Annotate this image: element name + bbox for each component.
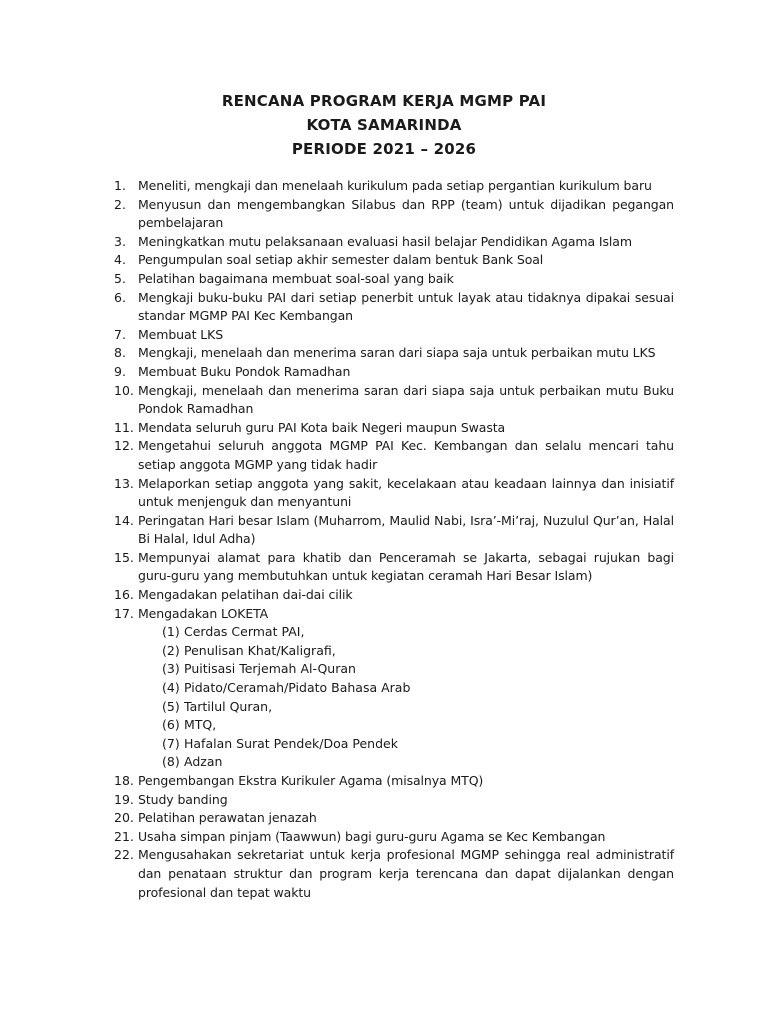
sub-item-text: Hafalan Surat Pendek/Doa Pendek <box>184 735 398 751</box>
item-number: 22. <box>114 847 134 863</box>
item-number: 14. <box>114 512 134 528</box>
sub-item-number: (4) <box>162 680 180 696</box>
item-text: Melaporkan setiap anggota yang sakit, kecelakaan atau keadaan lainnya dan inisiatif untuk menjenguk dan menyantuni <box>138 475 674 510</box>
sub-list-item <box>162 679 674 698</box>
item-number: 10. <box>114 382 134 398</box>
item-number: 15. <box>114 549 134 565</box>
item-number: 18. <box>114 773 134 788</box>
item-number: 8. <box>114 345 126 361</box>
item-text: Mengadakan LOKETA <box>138 605 269 621</box>
list-item <box>114 177 674 196</box>
sub-list-item <box>162 753 674 772</box>
document-title <box>0 89 768 161</box>
sub-item-text: Adzan <box>184 754 223 770</box>
item-number: 13. <box>114 475 134 491</box>
loketa-sublist <box>138 623 674 772</box>
list-item <box>114 586 674 605</box>
sub-item-number: (2) <box>162 642 180 658</box>
item-text: Mengkaji buku-buku PAI dari setiap penerbit untuk layak atau tidaknya dipakai sesuai standar MGMP PAI Kec Kembangan <box>138 289 674 324</box>
sub-item-text: Puitisasi Terjemah Al-Quran <box>184 661 356 677</box>
item-text: Menyusun dan mengembangkan Silabus dan RPP (team) untuk dijadikan pegangan pembelajaran <box>138 196 674 231</box>
item-text: Peringatan Hari besar Islam (Muharrom, Maulid Nabi, Isra’-Mi’raj, Nuzulul Qur’an, Halal Bi Halal, Idul Adha) <box>138 512 674 547</box>
sub-item-text: MTQ, <box>184 717 217 733</box>
item-text: Pengumpulan soal setiap akhir semester dalam bentuk Bank Soal <box>138 252 544 268</box>
sub-list-item <box>162 623 674 642</box>
item-text: Mengkaji, menelaah dan menerima saran dari siapa saja untuk perbaikan mutu Buku Pondok Ramadhan <box>138 382 674 417</box>
item-text: Mengusahakan sekretariat untuk kerja profesional MGMP sehingga real administratif dan penataan struktur dan program kerja terencana dan dapat dijalankan dengan profesional dan tepat waktu <box>138 847 674 900</box>
list-item <box>114 270 674 289</box>
list-item <box>114 233 674 252</box>
sub-item-text: Penulisan Khat/Kaligrafi, <box>184 642 336 658</box>
item-number: 17. <box>114 605 134 621</box>
list-item <box>114 326 674 345</box>
sub-list-item <box>162 698 674 717</box>
item-text: Pelatihan perawatan jenazah <box>138 810 317 826</box>
item-number: 11. <box>114 419 134 435</box>
sub-list-item <box>162 642 674 661</box>
item-number: 12. <box>114 438 134 454</box>
item-number: 1. <box>114 178 126 193</box>
sub-list-item <box>162 735 674 754</box>
program-list <box>114 177 674 902</box>
item-text: Meneliti, mengkaji dan menelaah kurikulum pada setiap pergantian kurikulum baru <box>138 178 652 193</box>
list-item <box>114 196 674 233</box>
item-text: Study banding <box>138 791 228 807</box>
item-number: 16. <box>114 587 134 603</box>
item-text: Membuat LKS <box>138 326 224 342</box>
item-number: 21. <box>114 828 134 844</box>
sub-item-number: (1) <box>162 624 180 640</box>
list-item <box>114 344 674 363</box>
title-line: PERIODE 2021 – 2026 <box>291 140 477 158</box>
item-number: 9. <box>114 363 126 379</box>
sub-item-number: (8) <box>162 754 180 770</box>
list-item <box>114 809 674 828</box>
item-text: Mengadakan pelatihan dai-dai cilik <box>138 587 353 603</box>
list-item <box>114 437 674 474</box>
item-number: 19. <box>114 791 134 807</box>
item-number: 4. <box>114 252 126 268</box>
list-item <box>114 791 674 810</box>
list-item <box>114 251 674 270</box>
item-number: 6. <box>114 289 126 305</box>
item-number: 20. <box>114 810 134 826</box>
list-item <box>114 382 674 419</box>
list-item <box>114 772 674 791</box>
item-number: 3. <box>114 233 126 249</box>
list-item <box>114 419 674 438</box>
sub-item-number: (6) <box>162 717 180 733</box>
list-item <box>114 512 674 549</box>
item-number: 5. <box>114 270 126 286</box>
sub-list-item <box>162 716 674 735</box>
title-line: KOTA SAMARINDA <box>306 116 462 134</box>
item-text: Mengetahui seluruh anggota MGMP PAI Kec. Kembangan dan selalu mencari tahu setiap anggota MGMP yang tidak hadir <box>138 438 674 472</box>
item-text: Mempunyai alamat para khatib dan Penceramah se Jakarta, sebagai rujukan bagi guru-guru yang membutuhkan untuk kegiatan ceramah Hari Besar Islam) <box>138 549 674 584</box>
item-text: Pengembangan Ekstra Kurikuler Agama (misalnya MTQ) <box>138 773 484 788</box>
list-item <box>114 828 674 847</box>
item-text: Mendata seluruh guru PAI Kota baik Negeri maupun Swasta <box>138 419 506 435</box>
item-text: Pelatihan bagaimana membuat soal-soal yang baik <box>138 270 454 286</box>
item-number: 7. <box>114 326 126 342</box>
item-number: 2. <box>114 196 126 212</box>
list-item <box>114 549 674 586</box>
item-text: Mengkaji, menelaah dan menerima saran dari siapa saja untuk perbaikan mutu LKS <box>138 345 656 361</box>
item-text: Usaha simpan pinjam (Taawwun) bagi guru-guru Agama se Kec Kembangan <box>138 828 606 844</box>
list-item <box>114 363 674 382</box>
list-item <box>114 475 674 512</box>
list-item <box>114 289 674 326</box>
title-line: RENCANA PROGRAM KERJA MGMP PAI <box>221 92 547 110</box>
sub-item-number: (3) <box>162 661 180 677</box>
list-item <box>114 846 674 902</box>
list-item <box>114 605 674 772</box>
item-text: Meningkatkan mutu pelaksanaan evaluasi hasil belajar Pendidikan Agama Islam <box>138 233 632 249</box>
item-text: Membuat Buku Pondok Ramadhan <box>138 363 351 379</box>
sub-list-item <box>162 660 674 679</box>
sub-item-number: (5) <box>162 698 180 714</box>
sub-item-number: (7) <box>162 735 180 751</box>
sub-item-text: Tartilul Quran, <box>184 698 273 714</box>
sub-item-text: Cerdas Cermat PAI, <box>184 624 305 640</box>
sub-item-text: Pidato/Ceramah/Pidato Bahasa Arab <box>184 680 411 696</box>
